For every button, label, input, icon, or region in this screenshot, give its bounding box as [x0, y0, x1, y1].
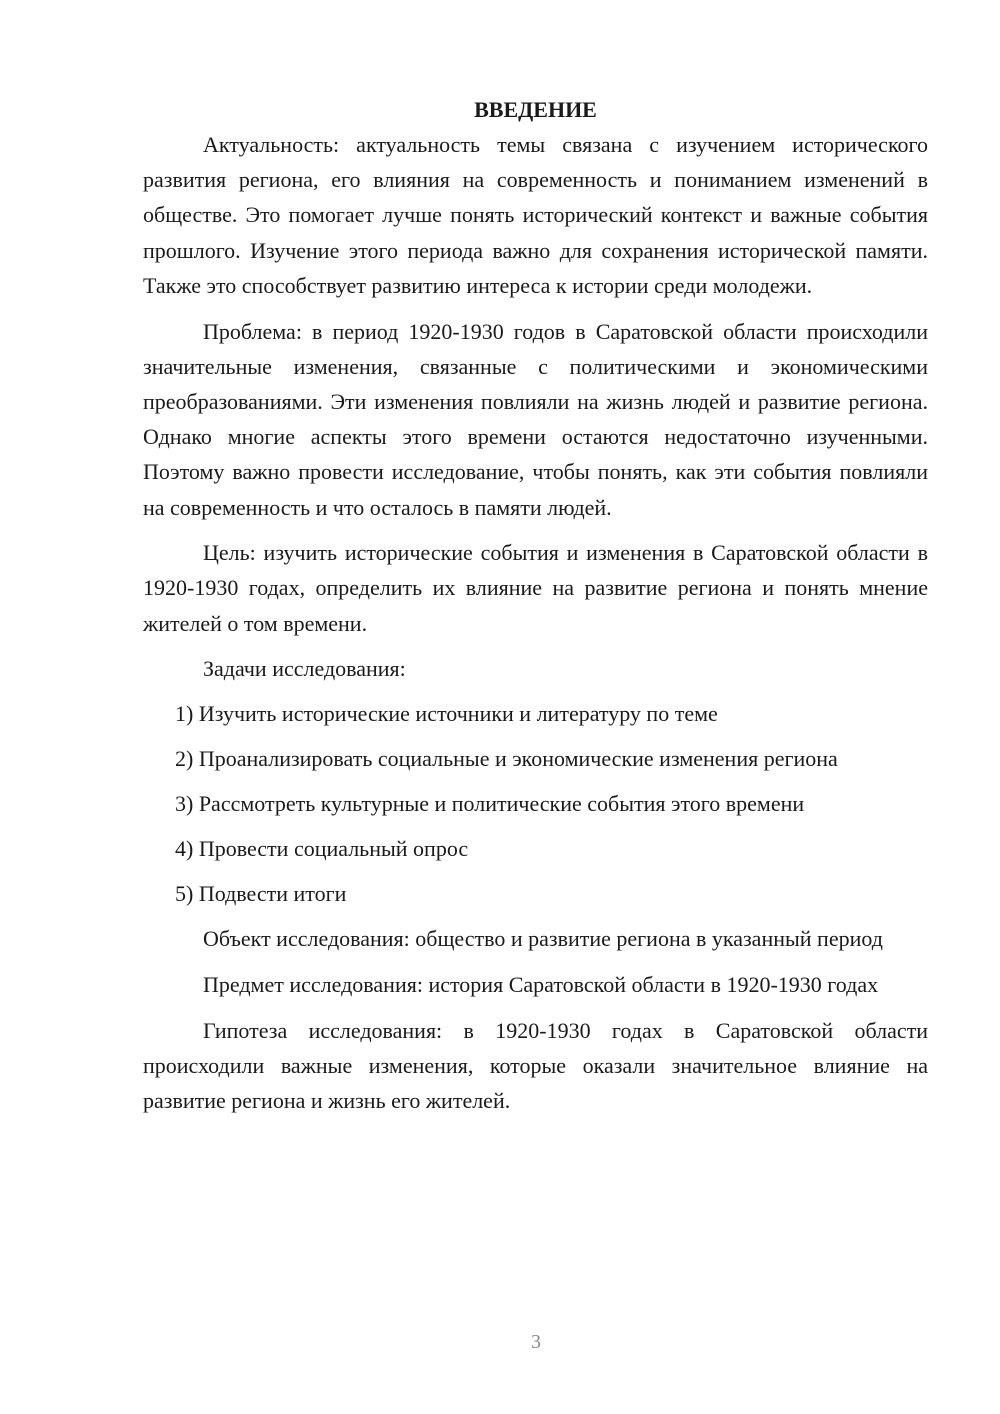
task-item: 1) Изучить исторические источники и литературу по теме	[175, 701, 718, 727]
page-title: ВВЕДЕНИЕ	[474, 97, 597, 122]
task-item: 5) Подвести итоги	[175, 881, 347, 907]
goal-paragraph: Цель: изучить исторические события и изменения в Саратовской области в 1920-1930 годах, определить их влияние на развитие региона и понять мнение жителей о том времени.	[143, 540, 928, 636]
task-item: 2) Проанализировать социальные и экономические изменения региона	[175, 746, 838, 772]
tasks-heading: Задачи исследования:	[203, 656, 406, 682]
subject-paragraph: Предмет исследования: история Саратовской области в 1920-1930 годах	[203, 972, 879, 998]
task-item: 3) Рассмотреть культурные и политические события этого времени	[175, 791, 805, 817]
tasks-list	[143, 696, 928, 911]
document-page	[143, 92, 928, 1129]
object-paragraph: Объект исследования: общество и развитие региона в указанный период	[203, 926, 883, 952]
task-item: 4) Провести социальный опрос	[175, 836, 469, 862]
problem-paragraph: Проблема: в период 1920-1930 годов в Саратовской области происходили значительные изменения, связанные с политическими и экономическими преобразованиями. Эти изменения повлияли на жизнь людей и развитие региона. Однако многие аспекты этого времени остаются недостаточно изученными. Поэтому важно провести исследование, чтобы понять, как эти события повлияли на современность и что осталось в памяти людей.	[143, 318, 928, 520]
relevance-paragraph: Актуальность: актуальность темы связана с изучением исторического развития региона, его влияния на современность и пониманием изменений в обществе. Это помогает лучше понять исторический контекст и важные события прошлого. Изучение этого периода важно для сохранения исторической памяти. Также это способствует развитию интереса к истории среди молодежи.	[143, 132, 928, 298]
hypothesis-paragraph: Гипотеза исследования: в 1920-1930 годах в Саратовской области происходили важные изменения, которые оказали значительное влияние на развитие региона и жизнь его жителей.	[143, 1017, 928, 1114]
page-number: 3	[531, 1331, 541, 1353]
